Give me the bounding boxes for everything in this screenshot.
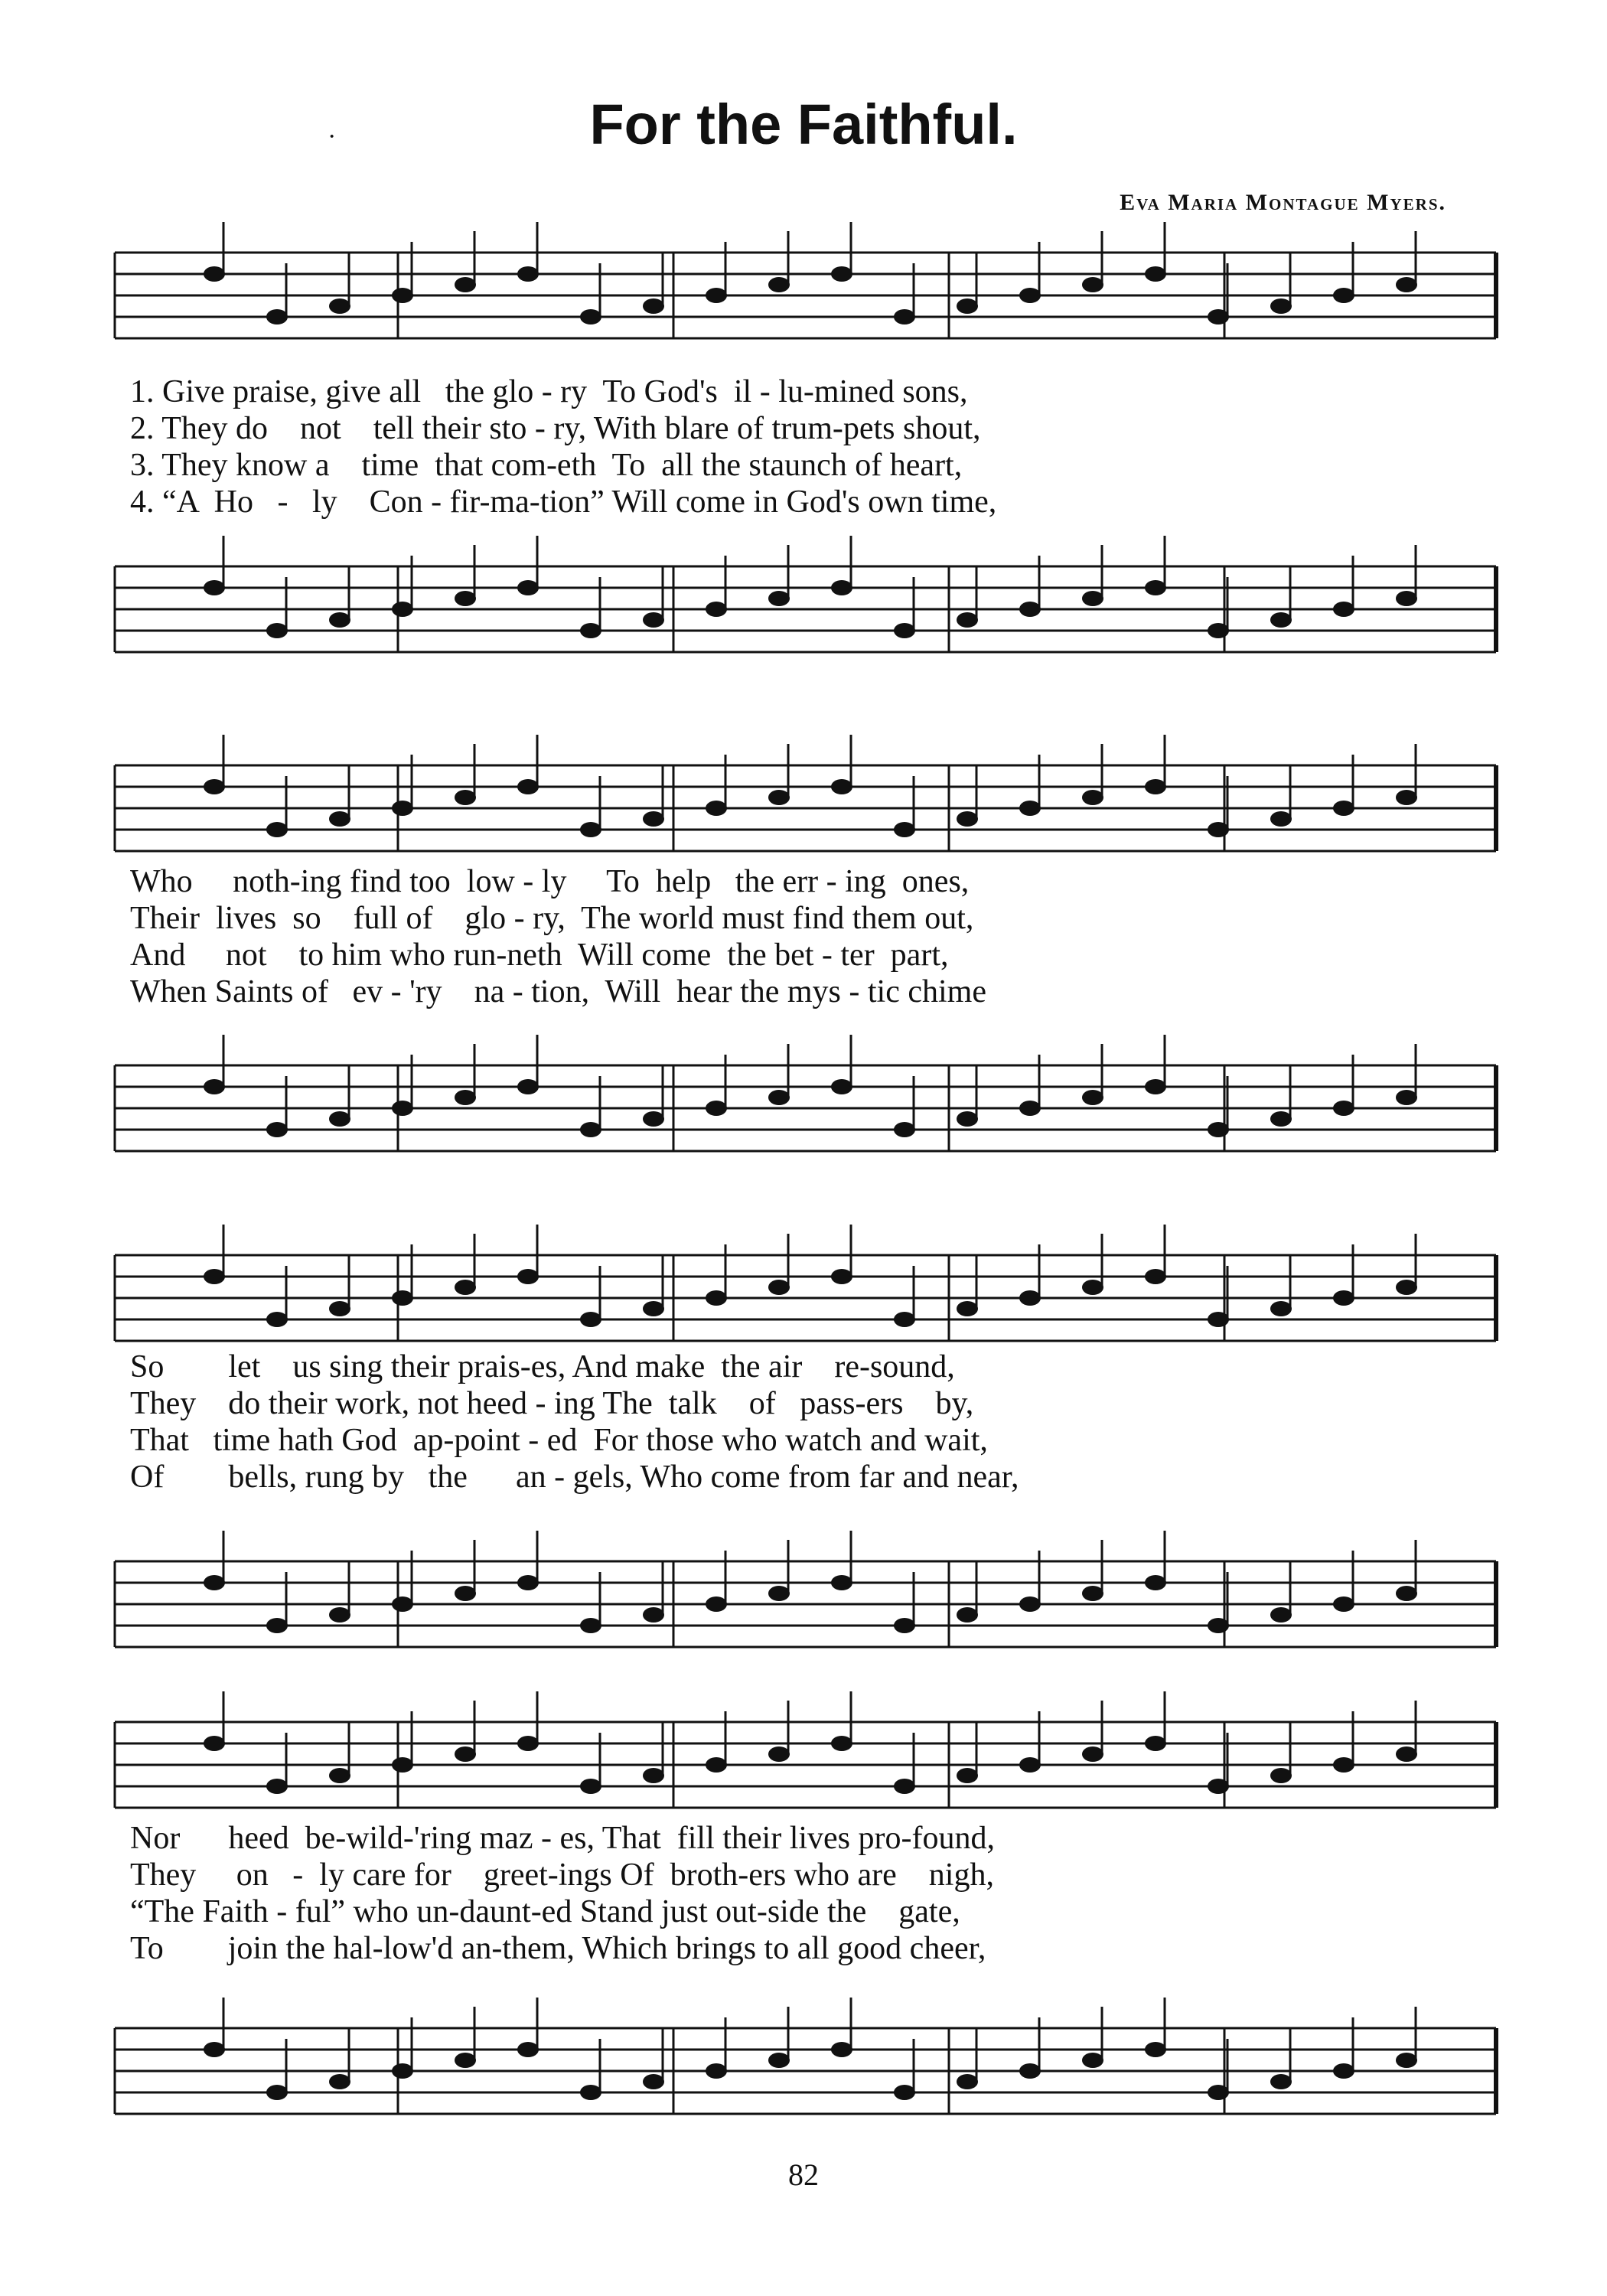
hymn-title: For the Faithful.	[589, 93, 1018, 156]
lyric-line: 1. Give praise, give all the glo - ry To God's il - lu-mined sons,	[130, 374, 968, 409]
lyric-line: When Saints of ev - 'ry na - tion, Will hear the mys - tic chime	[130, 974, 986, 1009]
lyric-line: Their lives so full of glo - ry, The world must find them out,	[130, 901, 974, 936]
lyrics-block-2	[130, 863, 1446, 1010]
lyric-line: That time hath God ap-point - ed For those who watch and wait,	[130, 1423, 988, 1458]
lyric-line: 4. “A Ho - ly Con - fir-ma-tion” Will come in God's own time,	[130, 484, 997, 520]
lyric-line: Who noth-ing find too low - ly To help the err - ing ones,	[130, 864, 970, 899]
lyric-line: “The Faith - ful” who un-daunt-ed Stand just out-side the gate,	[130, 1894, 960, 1929]
lyric-line: To join the hal-low'd an-them, Which brings to all good cheer,	[130, 1931, 986, 1966]
lyrics-block-1	[130, 373, 1446, 520]
lyric-line: And not to him who run-neth Will come the bet - ter part,	[130, 938, 949, 973]
bass-staff	[107, 1035, 1504, 1188]
treble-staff	[107, 222, 1504, 375]
lyric-line: 2. They do not tell their sto - ry, With blare of trum-pets shout,	[130, 411, 981, 446]
bass-staff	[107, 1998, 1504, 2151]
lyrics-block-4	[130, 1820, 1446, 1967]
stray-dot: ·	[328, 122, 337, 151]
author-credit: Eva Maria Montague Myers.	[1120, 190, 1446, 215]
lyric-line: 3. They know a time that com-eth To all the staunch of heart,	[130, 448, 963, 483]
bass-staff	[107, 1531, 1504, 1684]
lyric-line: Of bells, rung by the an - gels, Who come from far and near,	[130, 1459, 1019, 1495]
lyric-line: Nor heed be-wild-'ring maz - es, That fill their lives pro-found,	[130, 1821, 995, 1856]
bass-staff	[107, 536, 1504, 689]
lyrics-block-3	[130, 1349, 1446, 1495]
lyric-line: So let us sing their prais-es, And make the air re-sound,	[130, 1349, 955, 1384]
page-number: 82	[788, 2157, 819, 2192]
lyric-line: They on - ly care for greet-ings Of broth-ers who are nigh,	[130, 1857, 994, 1893]
lyric-line: They do their work, not heed - ing The talk of pass-ers by,	[130, 1386, 974, 1421]
